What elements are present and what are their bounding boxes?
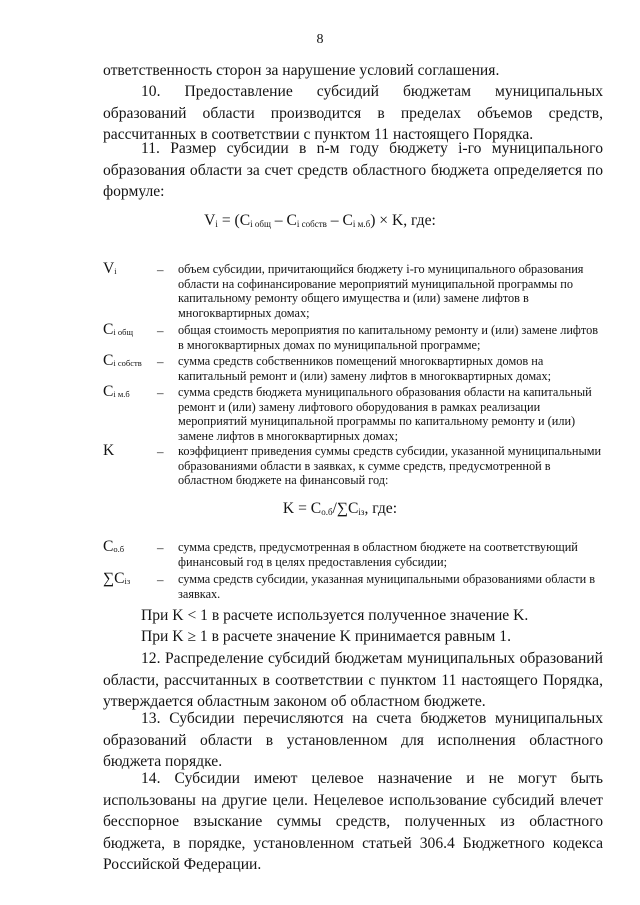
page-number: 8	[316, 32, 324, 47]
paragraph-10: 10. Предоставление субсидий бюджетам муниципальных образований области производится в пределах объемов средств, рассчитанных в соответствии с пунктом 11 настоящего Порядка.	[103, 83, 603, 143]
paragraph-11: 11. Размер субсидии в n-м году бюджету i-го муниципального образования области за счет средств областного бюджета определяется по формуле:	[103, 140, 603, 200]
paragraph-14: 14. Субсидии имеют целевое назначение и не могут быть использованы на другие цели. Нецелевое использование субсидий влечет бесспорное взыскание суммы средств, полученных из областного бюджета, в порядке, установленном статьей 306.4 Бюджетного кодекса Российской Федерации.	[103, 770, 603, 873]
formula-subsidy: $V_i = (C_{i общ} - C_{i собств} - C_{i м.б}) \times K$, где:	[204, 212, 436, 229]
formula-v: V	[204, 212, 216, 229]
paragraph-intro: ответственность сторон за нарушение условий соглашения.	[103, 62, 500, 79]
paragraph-12: 12. Распределение субсидий бюджетам муниципальных образований области, рассчитанных в соответствии с пунктом 11 настоящего Порядка, утверждается областным законом об областном бюджете.	[103, 650, 603, 710]
formula-coefficient: $K = C_{о.б}/\sum C_{із}$, где:	[282, 500, 398, 517]
paragraph-13: 13. Субсидии перечисляются на счета бюджетов муниципальных образований области в установленном для исполнения областного бюджета порядке.	[103, 710, 603, 770]
condition-k-less-than-1: При K < 1 в расчете используется полученное значение K.	[141, 607, 529, 624]
condition-k-ge-1: При K ≥ 1 в расчете значение K принимается равным 1.	[141, 628, 511, 645]
